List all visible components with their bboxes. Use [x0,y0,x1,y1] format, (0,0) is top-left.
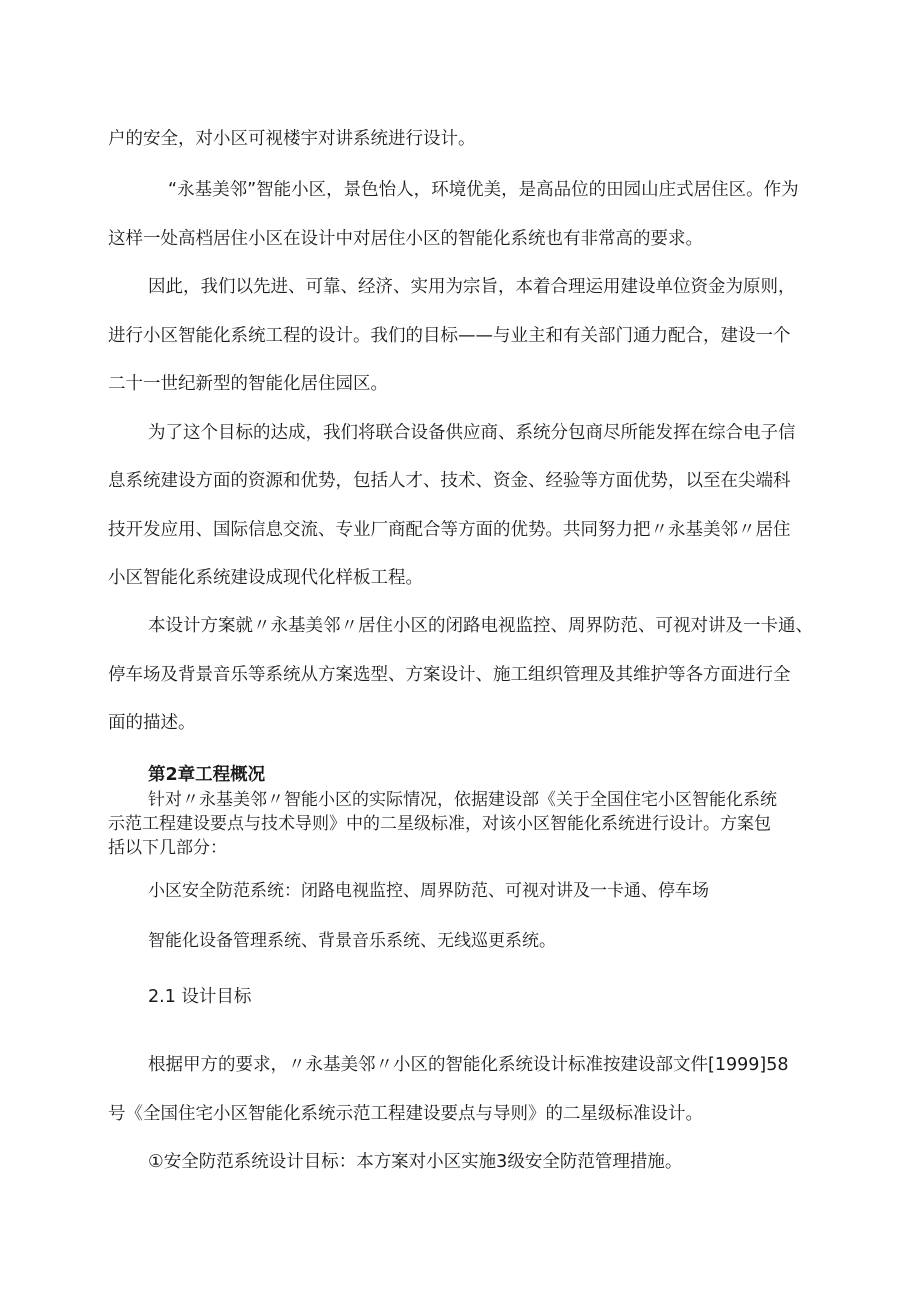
paragraph-line: 本设计方案就〃永基美邻〃居住小区的闭路电视监控、周界防范、可视对讲及一卡通、 [148,616,813,636]
paragraph-line: 示范工程建设要点与技术导则》中的二星级标准，对该小区智能化系统进行设计。方案包 [108,814,771,834]
paragraph-line: 息系统建设方面的资源和优势，包括人才、技术、资金、经验等方面优势，以至在尖端科 [108,471,791,491]
paragraph-line: 为了这个目标的达成，我们将联合设备供应商、系统分包商尽所能发挥在综合电子信 [148,423,796,443]
paragraph-line: 号《全国住宅小区智能化系统示范工程建设要点与导则》的二星级标准设计。 [108,1104,703,1124]
paragraph-line: 根据甲方的要求，〃永基美邻〃小区的智能化系统设计标准按建设部文件[1999]58 [148,1055,789,1075]
paragraph-line: 停车场及背景音乐等系统从方案选型、方案设计、施工组织管理及其维护等各方面进行全 [108,665,791,685]
paragraph-line: “永基美邻”智能小区，景色怡人，环境优美，是高品位的田园山庄式居住区。作为 [168,180,799,200]
paragraph-line: 户的安全，对小区可视楼宇对讲系统进行设计。 [108,129,476,149]
paragraph-line: 针对〃永基美邻〃智能小区的实际情况，依据建设部《关于全国住宅小区智能化系统 [148,790,777,810]
paragraph-line: 技开发应用、国际信息交流、专业厂商配合等方面的优势。共同努力把〃永基美邻〃居住 [108,520,791,540]
paragraph-line: 小区智能化系统建设成现代化样板工程。 [108,568,423,588]
chapter-heading: 第2章工程概况 [148,765,266,785]
paragraph-line: 因此，我们以先进、可靠、经济、实用为宗旨，本着合理运用建设单位资金为原则， [148,277,796,297]
list-item: 小区安全防范系统：闭路电视监控、周界防范、可视对讲及一卡通、停车场 [148,881,709,901]
section-heading: 2.1 设计目标 [148,987,252,1007]
list-item: 智能化设备管理系统、背景音乐系统、无线巡更系统。 [148,931,556,951]
paragraph-line: 括以下几部分： [108,838,227,858]
paragraph-line: 这样一处高档居住小区在设计中对居住小区的智能化系统也有非常高的要求。 [108,229,703,249]
paragraph-line: 二十一世纪新型的智能化居住园区。 [108,374,388,394]
paragraph-line: ①安全防范系统设计目标：本方案对小区实施3级安全防范管理措施。 [148,1152,683,1172]
paragraph-line: 进行小区智能化系统工程的设计。我们的目标——与业主和有关部门通力配合，建设一个 [108,326,791,346]
paragraph-line: 面的描述。 [108,713,196,733]
